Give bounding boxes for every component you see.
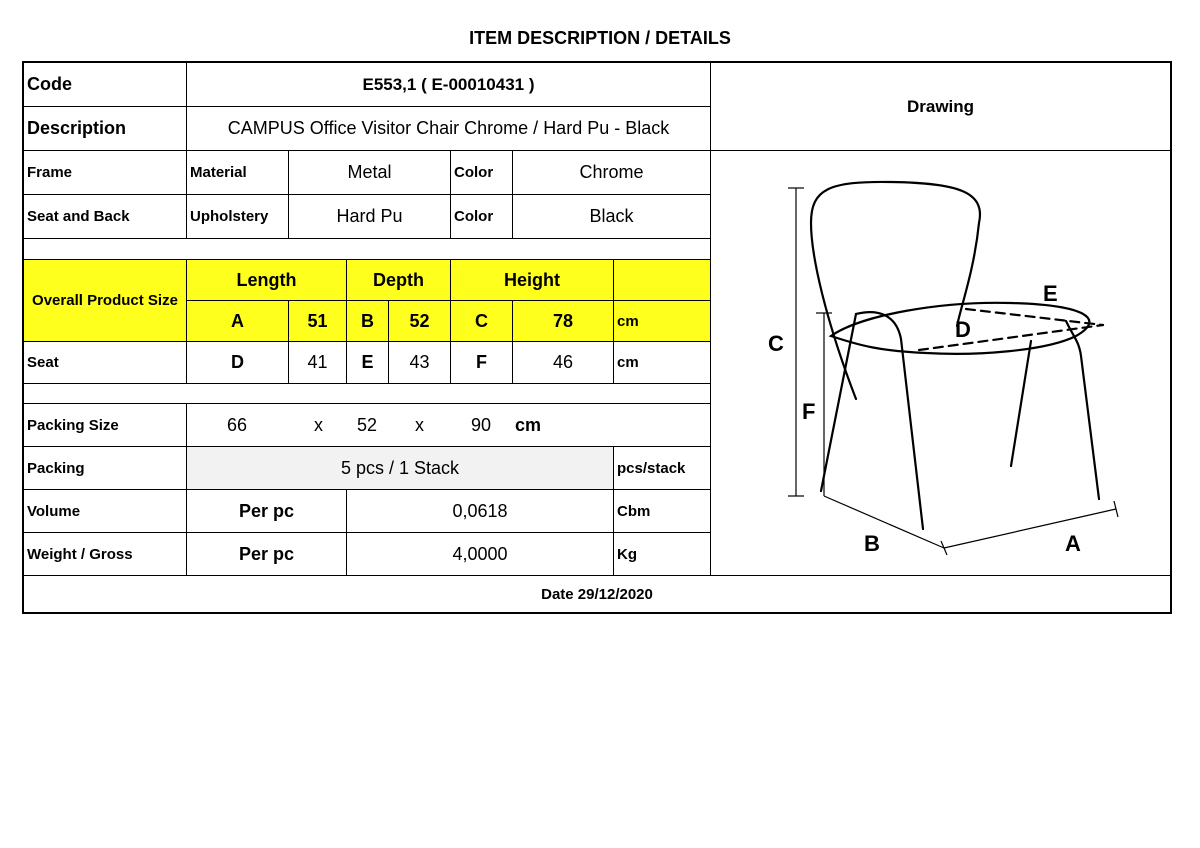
upholstery-label: Upholstery [187, 195, 289, 239]
dimension-line-a [944, 509, 1116, 548]
overall-size-label: Overall Product Size [24, 260, 187, 342]
frame-color-value: Chrome [513, 151, 711, 195]
length-header: Length [187, 260, 347, 301]
chair-front-right-leg [1066, 321, 1099, 499]
packing-unit: pcs/stack [614, 447, 711, 490]
volume-value: 0,0618 [347, 490, 614, 533]
weight-label: Weight / Gross [24, 533, 187, 576]
date-footer: Date 29/12/2020 [541, 585, 653, 603]
c-label: C [451, 301, 513, 342]
packing-size-unit: cm [515, 414, 542, 435]
volume-label: Volume [24, 490, 187, 533]
description-label: Description [24, 107, 187, 151]
letter-d: D [955, 317, 971, 342]
dimension-line-b [824, 496, 944, 548]
packing-height: 90 [471, 414, 492, 435]
packing-x2: x [415, 414, 424, 435]
chair-front-left-leg [856, 312, 923, 529]
f-value: 46 [513, 342, 614, 384]
packing-width: 52 [357, 414, 378, 435]
f-label: F [451, 342, 513, 384]
overall-unit: cm [614, 301, 711, 342]
chair-drawing [711, 151, 1170, 576]
seat-label: Seat [24, 342, 187, 384]
depth-header: Depth [347, 260, 451, 301]
letter-b: B [864, 531, 880, 556]
code-value: E553,1 ( E-00010431 ) [187, 63, 711, 107]
description-value: CAMPUS Office Visitor Chair Chrome / Hard Pu - Black [187, 107, 711, 151]
packing-x1: x [314, 414, 323, 435]
frame-label: Frame [24, 151, 187, 195]
material-label: Material [187, 151, 289, 195]
seat-back-color-label: Color [451, 195, 513, 239]
seat-dimension-e [966, 309, 1103, 325]
spacer-row-2 [24, 384, 711, 404]
letter-f: F [802, 399, 816, 424]
a-label: A [187, 301, 289, 342]
packing-value: 5 pcs / 1 Stack [187, 447, 614, 490]
packing-length: 66 [227, 414, 248, 435]
c-value: 78 [513, 301, 614, 342]
a-value: 51 [289, 301, 347, 342]
d-label: D [187, 342, 289, 384]
packing-label: Packing [24, 447, 187, 490]
letter-a: A [1065, 531, 1081, 556]
drawing-header: Drawing [711, 63, 1170, 151]
letter-c: C [768, 331, 784, 356]
drawing-area [711, 151, 1170, 576]
b-label: B [347, 301, 389, 342]
material-value: Metal [289, 151, 451, 195]
overall-unit-header [614, 260, 711, 301]
volume-unit: Cbm [614, 490, 711, 533]
weight-unit: Kg [614, 533, 711, 576]
d-value: 41 [289, 342, 347, 384]
packing-size-value [187, 404, 711, 447]
weight-per: Per pc [187, 533, 347, 576]
seat-back-color-value: Black [513, 195, 711, 239]
volume-per: Per pc [187, 490, 347, 533]
e-label: E [347, 342, 389, 384]
packing-size-label: Packing Size [24, 404, 187, 447]
letter-e: E [1043, 281, 1058, 306]
spec-table [22, 61, 1172, 614]
weight-value: 4,0000 [347, 533, 614, 576]
spacer-row [24, 239, 711, 260]
seat-unit: cm [614, 342, 711, 384]
height-header: Height [451, 260, 614, 301]
document-title: ITEM DESCRIPTION / DETAILS [469, 28, 731, 48]
upholstery-value: Hard Pu [289, 195, 451, 239]
chair-rear-right-leg [1011, 341, 1031, 466]
seat-back-label: Seat and Back [24, 195, 187, 239]
chair-backrest [811, 182, 980, 399]
frame-color-label: Color [451, 151, 513, 195]
b-value: 52 [389, 301, 451, 342]
code-label: Code [24, 63, 187, 107]
e-value: 43 [389, 342, 451, 384]
chair-rear-left-leg [821, 314, 856, 491]
